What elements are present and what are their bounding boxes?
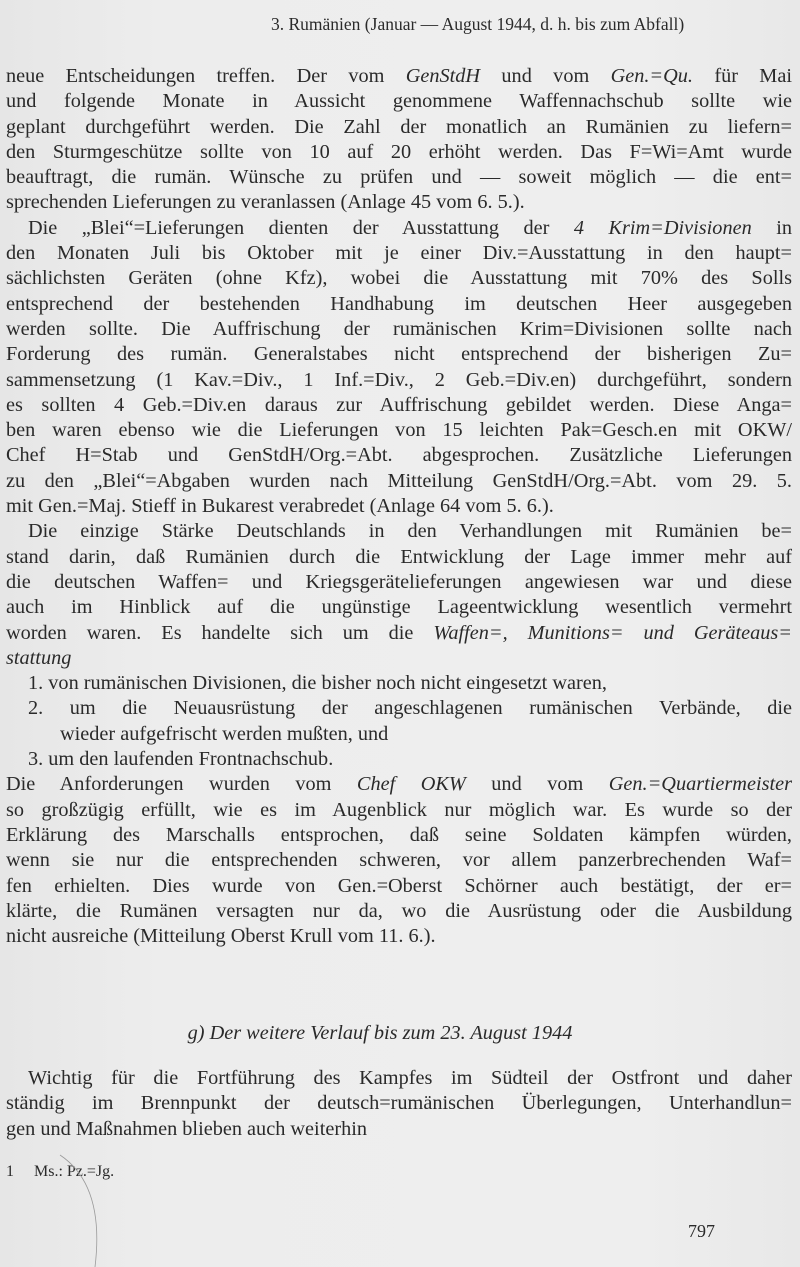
section-heading-text: g) Der weitere Verlauf bis zum 23. August 1944 [187, 1022, 573, 1044]
italic-term: Waffen=, Munitions= und Geräteaus= [433, 621, 792, 644]
text-line: Forderung des rumän. Generalstabes nicht entsprechend der bisherigen Zu= [6, 343, 792, 366]
running-head: 3. Rumänien (Januar — August 1944, d. h. bis zum Abfall) [271, 14, 685, 34]
list-item-line: 2. um die Neuausrüstung der angeschlagenen rumänischen Verbände, die [28, 697, 792, 720]
text-line: wenn sie nur die entsprechenden schweren, vor allem panzerbrechenden Waf= [6, 849, 792, 872]
text-line: ben waren ebenso wie die Lieferungen von 15 leichten Pak=Gesch.en mit OKW/ [6, 419, 792, 442]
text-line: auch im Hinblick auf die ungünstige Lageentwicklung wesentlich vermehrt [6, 596, 792, 619]
text-line: zu den „Blei“=Abgaben wurden nach Mitteilung GenStdH/Org.=Abt. vom 29. 5. [6, 469, 792, 492]
text-line: sprechenden Lieferungen zu veranlassen (Anlage 45 vom 6. 5.). [6, 191, 525, 214]
text-line: Erklärung des Marschalls entsprochen, daß seine Soldaten kämpfen würden, [6, 823, 792, 846]
paragraph [6, 519, 792, 671]
text-line: und folgende Monate in Aussicht genommene Waffennachschub sollte wie [6, 90, 792, 113]
text-line: werden sollte. Die Auffrischung der rumänischen Krim=Divisionen sollte nach [6, 317, 792, 340]
italic-term: stattung [6, 646, 72, 669]
text-line: Die Anforderungen wurden vom Chef OKW und vom Gen.=Quartiermeister [6, 773, 792, 796]
paragraph [6, 772, 792, 949]
text-line: es sollten 4 Geb.=Div.en daraus zur Auffrischung gebildet werden. Diese Anga= [6, 393, 792, 416]
section-heading [0, 1022, 800, 1045]
closing-paragraph [6, 1066, 792, 1142]
text-line: beauftragt, die rumän. Wünsche zu prüfen und — soweit möglich — die ent= [6, 166, 792, 189]
text-line: ständig im Brennpunkt der deutsch=rumänischen Überlegungen, Unterhandlun= [6, 1092, 792, 1115]
paragraph [6, 64, 792, 216]
text-line: gen und Maßnahmen blieben auch weiterhin [6, 1117, 368, 1140]
text-line: neue Entscheidungen treffen. Der vom GenStdH und vom Gen.=Qu. für Mai [6, 65, 792, 87]
page-number: 797 [688, 1221, 715, 1241]
italic-term: GenStdH [405, 65, 481, 87]
text-line: mit Gen.=Maj. Stieff in Bukarest verabredet (Anlage 64 vom 5. 6.). [6, 495, 554, 518]
text-line: stand darin, daß Rumänien durch die Entwicklung der Lage immer mehr auf [6, 545, 792, 568]
text-line: entsprechend der bestehenden Handhabung im deutschen Heer ausgegeben [6, 292, 792, 315]
text-line: sammensetzung (1 Kav.=Div., 1 Inf.=Div., 2 Geb.=Div.en) durchgeführt, sondern [6, 368, 792, 391]
footnote [6, 1163, 114, 1181]
text-line: klärte, die Rumänen versagten nur da, wo die Ausrüstung oder die Ausbildung [6, 899, 792, 922]
body-text [6, 64, 792, 949]
text-line: den Sturmgeschütze sollte von 10 auf 20 erhöht werden. Das F=Wi=Amt wurde [6, 140, 792, 163]
footnote-text: Ms.: Pz.=Jg. [34, 1163, 115, 1180]
text-line: nicht ausreiche (Mitteilung Oberst Krull vom 11. 6.). [6, 925, 436, 948]
text-line: Wichtig für die Fortführung des Kampfes im Südteil der Ostfront und daher [28, 1067, 792, 1089]
list-item-line: wieder aufgefrischt werden mußten, und [60, 722, 389, 745]
text-line: geplant durchgeführt werden. Die Zahl der monatlich an Rumänien zu liefern= [6, 115, 792, 138]
italic-term: 4 Krim=Divisionen [573, 216, 752, 239]
italic-term: Chef OKW [356, 773, 466, 796]
text-line: Die einzige Stärke Deutschlands in den Verhandlungen mit Rumänien be= [28, 520, 792, 543]
text-line: Chef H=Stab und GenStdH/Org.=Abt. abgesprochen. Zusätzliche Lieferungen [6, 444, 792, 467]
list-item-line: 1. von rumänischen Divisionen, die bisher noch nicht eingesetzt waren, [28, 672, 607, 695]
text-line: fen erhielten. Dies wurde von Gen.=Oberst Schörner auch bestätigt, der er= [6, 874, 792, 897]
text-line: worden waren. Es handelte sich um die Waffen=, Munitions= und Geräteaus= [6, 621, 792, 644]
text-line: Die „Blei“=Lieferungen dienten der Ausstattung der 4 Krim=Divisionen in [28, 216, 793, 239]
text-line: die deutschen Waffen= und Kriegsgerätelieferungen angewiesen war und diese [6, 570, 792, 593]
footnote-number: 1 [6, 1163, 14, 1180]
text-line: so großzügig erfüllt, wie es im Augenblick nur möglich war. Es wurde so der [6, 798, 792, 821]
paragraph [6, 216, 792, 520]
numbered-list [6, 671, 792, 772]
italic-term: Gen.=Quartiermeister [608, 773, 792, 796]
list-item-line: 3. um den laufenden Frontnachschub. [28, 748, 334, 771]
text-line: sächlichsten Geräten (ohne Kfz), wobei die Ausstattung mit 70% des Solls [6, 267, 792, 290]
text-line: den Monaten Juli bis Oktober mit je einer Div.=Ausstattung in den haupt= [6, 242, 792, 265]
italic-term: Gen.=Qu. [610, 65, 693, 87]
text-line [6, 646, 792, 671]
